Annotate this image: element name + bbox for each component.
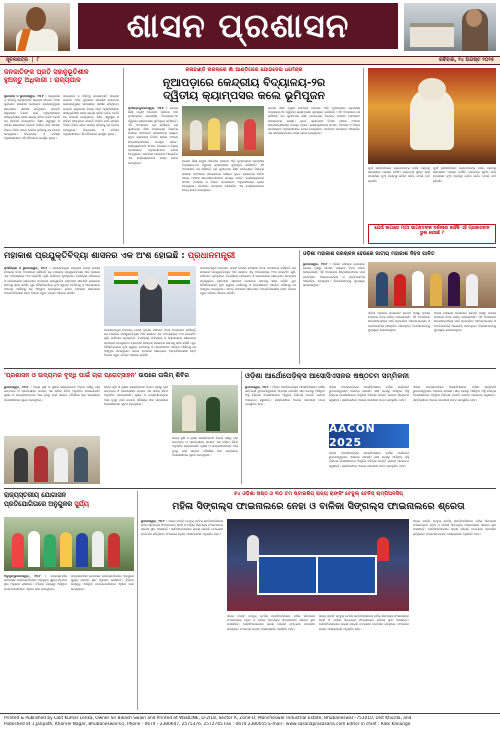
story3-body-col3: ପ୍ରଧାନମନ୍ତ୍ରୀ ନରେନ୍ଦ୍ର ମୋଦୀ ଜାତୀୟ ମହାକାଶ ଦିବସ ଅବସରରେ କହିଛନ୍ତି ଯେ ମହାକାଶ ପ୍ରଯୁକ୍ତିବିଦ୍ୟା ଆଜି ଶାସନର ଏକ ଅବିଚ୍ଛେଦ୍ୟ ଅଂଶ ପାଲଟିଛି। କୃଷି, ପାଣିପାଗ ପୂର୍ବାନୁମାନ, ବିପର୍ଯ୍ୟୟ ପରିଚାଳନା ଓ ଯୋଗାଯୋଗ କ୍ଷେତ୍ରରେ ଉପଗ୍ରହ ପ୍ରଯୁକ୍ତିର ବ୍ୟବହାର ସାଧାରଣ ଲୋକଙ୍କ ଜୀବନକୁ ସହଜ କରିଛି। ଯୁବ ବୈଜ୍ଞାନିକମାନେ ନୂଆ ସ୍ୱପ୍ନ ଦେଖିବାକୁ ଓ ଗବେଷଣାରେ ଆଗେଇ ଆସିବାକୁ ସେ ଆହ୍ୱାନ ଦେଇଥିଲେ। ଭାରତ ମହାକାଶ କ୍ଷେତ୍ରରେ ଆତ୍ମନିର୍ଭରଶୀଳ ହେବା ଦିଗରେ ଦ୍ରୁତ ଗତିରେ ଆଗେଇ ଚାଲିଛି। xyxy=(200,266,296,296)
portrait-photo xyxy=(4,3,70,51)
story6-body-col4: ଓଡ଼ିଶା ଆର୍ଥୋପେଡ଼ିକ୍ସ ଆସୋସିଏସନର ବାର୍ଷିକ ସମ୍ମିଳନୀ ଭୁବନେଶ୍ୱରରେ ଆରମ୍ଭ ହୋଇଛି। ସାରା ଦେଶରୁ ଆସିଥିବା ଅସ୍ଥି ଚିକିତ୍ସା ବିଶେଷଜ୍ଞମାନେ ଆଧୁନିକ ଚିକିତ୍ସା ପଦ୍ଧତି ଉପରେ ଆଲୋଚନା କରୁଛନ୍ତି। ସମ୍ମିଳନୀରେ ଅନେକ ଗବେଷଣା ପତ୍ର ଉପସ୍ଥାପିତ ହେବ। xyxy=(413,385,496,402)
story5-photo xyxy=(4,436,100,484)
story4-headline: ଓଡ଼ିଶା ମହାକାଶ ପରଚାଳନ ହେଉରେ ଜାତୀୟ ମହାକାଶ ଦିବସ ପାଳିତ xyxy=(303,251,435,257)
imprint-line-1: Printed & Published by Lalit Kumar Lenka, Owner Sri Bikash Swain and Printed at WEBLINE, D-2/18, Sector A, Zone-D, Mancheswar Industrial Estate, Bhubaneswar -751010, Dist Khurda, and xyxy=(4,716,412,721)
story4-body-col1: ଭୁବନେଶ୍ୱର, ୨୩।୮ : ଓଡ଼ିଶା ମହାକାଶ ଉପଯୋଗ କେନ୍ଦ୍ର ପକ୍ଷରୁ ଜାତୀୟ ମହାକାଶ ଦିବସ ପାଳିତ ହୋଇଯାଇଛି। ଏହି ଅବସରରେ ଛାତ୍ରଛାତ୍ରୀଙ୍କ ପାଇଁ ପ୍ରଦର୍ଶନୀ, ଆଲୋଚନାଚକ୍ର ଓ ପ୍ରତିଯୋଗିତା ଆୟୋଜିତ ହୋଇଥିଲା। ବିଜେତାମାନଙ୍କୁ ପୁରସ୍କୃତ କରାଯାଇଥିଲା। xyxy=(303,262,365,288)
story8-body-col3: ରାଜ୍ୟ ରାଙ୍କିଂ ଟେବୁଲ୍ ଟେନିସ୍ ଚାମ୍ପିଅନସିପରେ ମହିଳା ସିଙ୍ଗଲ୍ସ ଫାଇନାଲରେ ନେହା ଓ ବାଳିକା ସିଙ୍ଗଲ୍ସ ଫାଇନାଲରେ ଶ୍ରେତା ସ୍ଥାନ ପାଇଛନ୍ତି। ସେମିଫାଇନାଲରେ ଉଭୟ ଖେଳାଳି ଚମତ୍କାର ପ୍ରଦର୍ଶନ କରିଥିଲେ। ଫାଇନାଲ ମ୍ୟାଚ୍ ଆସନ୍ତାକାଲି ଅନୁଷ୍ଠିତ ହେବ। xyxy=(319,614,409,631)
story1-body-col2: ରାଜ୍ୟପାଳ ଡ଼ ହରିବାବୁ କମ୍ଭମ୍ପାଟି ରାଜ୍ୟର ଜନଜାତି ଅଞ୍ଚଳ ଗୁଡ଼ିକରେ ସରକାରୀ ଯୋଜନାର କାର୍ଯ୍ୟାନ୍ୱୟନ ସମ୍ପର୍କରେ ସମୀକ୍ଷା କରିଥିଲେ। ଜନଜାତି ସମୁଦାୟର ବିକାଶ ପାଇଁ ଅଧିକାରୀମାନେ ସହାନୁଭୂତିଶୀଳ ହୋଇ କାର୍ଯ୍ୟ କରିବା ଉଚିତ ବୋଲି ସେ ପରାମର୍ଶ ଦେଇଥିଲେ। ଶିକ୍ଷା, ସ୍ୱାସ୍ଥ୍ୟ ଓ ଜୀବିକା କ୍ଷେତ୍ରରେ ଉନ୍ନତି ଆଣିବା ପାଇଁ ସମସ୍ତ ବିଭାଗ ମିଳିତ ଭାବେ କାର୍ଯ୍ୟ କରିବାକୁ ସେ ନିର୍ଦ୍ଦେଶ ଦେଇଥିଲେ। ଜିଲ୍ଲାପାଳ ଓ ବରିଷ୍ଠ ଅଧିକାରୀମାନେ ଏହି ବୈଠକରେ ଉପସ୍ଥିତ ଥିଲେ। xyxy=(63,94,119,136)
imprint-footer xyxy=(0,713,500,733)
story5-body-col1: ଭୁବନେଶ୍ୱର, ୨୩।୮ : ରାଜ୍ୟ କୃଷି ଓ କୃଷକ ସଶକ୍ତିକରଣ ବିଭାଗ ପକ୍ଷରୁ ଚାରା ଉତ୍ପାଦନ ଓ ପ୍ରୋତ୍ସାହନ ଉପରେ ଏକ ତାଲିମ୍ ଶିବିର ଅନୁଷ୍ଠିତ ହୋଇଯାଇଛି। କୃଷକ ଓ ଉଦ୍ୟମୀମାନଙ୍କ ଆୟ ବୃଦ୍ଧି ପାଇଁ ଉନ୍ନତ ବୈଷୟିକ ଜ୍ଞାନ ସମ୍ପର୍କରେ ବିଶେଷଜ୍ଞମାନେ ସୂଚନା ଦେଇଥିଲେ। xyxy=(4,385,100,402)
story2-body-col2: କେନ୍ଦ୍ର ଶିକ୍ଷା ମନ୍ତ୍ରୀ ଧର୍ମେନ୍ଦ୍ର ପ୍ରଧାନ ଆଜି ନୂଆପଡ଼ାରେ କେନ୍ଦ୍ରୀୟ ବିଦ୍ୟାଳୟ-୨ର ଦ୍ୱିତୀୟ କ୍ୟାମ୍ପସର ଭୂମିପୂଜନ କରିଛନ୍ତି। ଏହି ଅବସରରେ ସେ କହିଛନ୍ତି ଯେ ଗୁଣାତ୍ମକ ଶିକ୍ଷା ପ୍ରତ୍ୟେକ ପିଲାଙ୍କ ପାଖରେ ପହଞ୍ଚାଇବା ସରକାରଙ୍କ ଲକ୍ଷ୍ୟ। ନୂତନ କ୍ୟାମ୍ପସ ନିର୍ମାଣ ହେଲେ ଅଞ୍ଚଳର ଛାତ୍ରଛାତ୍ରୀମାନେ ଉପକୃତ ହେବେ। କାର୍ଯ୍ୟକ୍ରମରେ ସାଂସଦ, ବିଧାୟକ ଓ ଜିଲ୍ଲା ପ୍ରଶାସନର ଅଧିକାରୀମାନେ ଯୋଗ ଦେଇଥିଲେ। ଧର୍ମେନ୍ଦ୍ର ନାରଲାରେ ଆୟୋଜିତ ଏକ କାର୍ଯ୍ୟକ୍ରମରେ ମଧ୍ୟ ଯୋଗ ଦେଇଥିଲେ। xyxy=(182,159,264,193)
sidebar-photo xyxy=(368,68,496,164)
story8-body-col2: ରାଜ୍ୟ ରାଙ୍କିଂ ଟେବୁଲ୍ ଟେନିସ୍ ଚାମ୍ପିଅନସିପରେ ମହିଳା ସିଙ୍ଗଲ୍ସ ଫାଇନାଲରେ ନେହା ଓ ବାଳିକା ସିଙ୍ଗଲ୍ସ ଫାଇନାଲରେ ଶ୍ରେତା ସ୍ଥାନ ପାଇଛନ୍ତି। ସେମିଫାଇନାଲରେ ଉଭୟ ଖେଳାଳି ଚମତ୍କାର ପ୍ରଦର୍ଶନ କରିଥିଲେ। ଫାଇନାଲ ମ୍ୟାଚ୍ ଆସନ୍ତାକାଲି ଅନୁଷ୍ଠିତ ହେବ। xyxy=(227,614,315,631)
masthead xyxy=(0,0,500,54)
story3-body-col2: ପ୍ରଧାନମନ୍ତ୍ରୀ ନରେନ୍ଦ୍ର ମୋଦୀ ଜାତୀୟ ମହାକାଶ ଦିବସ ଅବସରରେ କହିଛନ୍ତି ଯେ ମହାକାଶ ପ୍ରଯୁକ୍ତିବିଦ୍ୟା ଆଜି ଶାସନର ଏକ ଅବିଚ୍ଛେଦ୍ୟ ଅଂଶ ପାଲଟିଛି। କୃଷି, ପାଣିପାଗ ପୂର୍ବାନୁମାନ, ବିପର୍ଯ୍ୟୟ ପରିଚାଳନା ଓ ଯୋଗାଯୋଗ କ୍ଷେତ୍ରରେ ଉପଗ୍ରହ ପ୍ରଯୁକ୍ତିର ବ୍ୟବହାର ସାଧାରଣ ଲୋକଙ୍କ ଜୀବନକୁ ସହଜ କରିଛି। ଯୁବ ବୈଜ୍ଞାନିକମାନେ ନୂଆ ସ୍ୱପ୍ନ ଦେଖିବାକୁ ଓ ଗବେଷଣାରେ ଆଗେଇ ଆସିବାକୁ ସେ ଆହ୍ୱାନ ଦେଇଥିଲେ। ଭାରତ ମହାକାଶ କ୍ଷେତ୍ରରେ ଆତ୍ମନିର୍ଭରଶୀଳ ହେବା ଦିଗରେ ଦ୍ରୁତ ଗତିରେ ଆଗେଇ ଚାଲିଛି। xyxy=(104,328,196,358)
story4-body-col2: ଓଡ଼ିଶା ମହାକାଶ ଉପଯୋଗ କେନ୍ଦ୍ର ପକ୍ଷରୁ ଜାତୀୟ ମହାକାଶ ଦିବସ ପାଳିତ ହୋଇଯାଇଛି। ଏହି ଅବସରରେ ଛାତ୍ରଛାତ୍ରୀଙ୍କ ପାଇଁ ପ୍ରଦର୍ଶନୀ, ଆଲୋଚନାଚକ୍ର ଓ ପ୍ରତିଯୋଗିତା ଆୟୋଜିତ ହୋଇଥିଲା। ବିଜେତାମାନଙ୍କୁ ପୁରସ୍କୃତ କରାଯାଇଥିଲା। xyxy=(368,311,430,332)
story5-body-col3: ରାଜ୍ୟ କୃଷି ଓ କୃଷକ ସଶକ୍ତିକରଣ ବିଭାଗ ପକ୍ଷରୁ ଚାରା ଉତ୍ପାଦନ ଓ ପ୍ରୋତ୍ସାହନ ଉପରେ ଏକ ତାଲିମ୍ ଶିବିର ଅନୁଷ୍ଠିତ ହୋଇଯାଇଛି। କୃଷକ ଓ ଉଦ୍ୟମୀମାନଙ୍କ ଆୟ ବୃଦ୍ଧି ପାଇଁ ଉନ୍ନତ ବୈଷୟିକ ଜ୍ଞାନ ସମ୍ପର୍କରେ ବିଶେଷଜ୍ଞମାନେ ସୂଚନା ଦେଇଥିଲେ। xyxy=(172,436,238,457)
story8-kicker: ୫୪ ଓଡ଼ିଶା ଷଷ୍ଠ ଓ ୩୦ ତମ ଷ୍ଟାରଶିପ୍ ରାଜ୍ୟ ରାଙ୍କିଂ ଟେବୁଲ୍ ଟେନିସ୍ ଚାମ୍ପିଅନସିପ୍ xyxy=(233,491,404,497)
story5-headline: 'ପ୍ରଶାସନ ଓ ଉଦ୍ୟମର ବୃଦ୍ଧି ପାଇଁ ଚାରା ପ୍ରୋତ୍ସାହନ' ଉପରେ ତାଲିମ୍ ଶିବିର xyxy=(4,372,190,379)
story7-photo xyxy=(4,517,134,571)
page-number: ୮ xyxy=(36,57,40,64)
story8-photo xyxy=(227,519,409,611)
story8-body-col1: ଭୁବନେଶ୍ୱର, ୨୩।୮ : ରାଜ୍ୟ ରାଙ୍କିଂ ଟେବୁଲ୍ ଟେନିସ୍ ଚାମ୍ପିଅନସିପରେ ମହିଳା ସିଙ୍ଗଲ୍ସ ଫାଇନାଲରେ ନେହା ଓ ବାଳିକା ସିଙ୍ଗଲ୍ସ ଫାଇନାଲରେ ଶ୍ରେତା ସ୍ଥାନ ପାଇଛନ୍ତି। ସେମିଫାଇନାଲରେ ଉଭୟ ଖେଳାଳି ଚମତ୍କାର ପ୍ରଦର୍ଶନ କରିଥିଲେ। ଫାଇନାଲ ମ୍ୟାଚ୍ ଆସନ୍ତାକାଲି ଅନୁଷ୍ଠିତ ହେବ। xyxy=(141,519,223,536)
story6-banner xyxy=(329,424,409,448)
story3-body-col1: ନୂଆଦିଲ୍ଲୀ ଓ ଭୁବନେଶ୍ୱର, ୨୩।୮ : ପ୍ରଧାନମନ୍ତ୍ରୀ ନରେନ୍ଦ୍ର ମୋଦୀ ଜାତୀୟ ମହାକାଶ ଦିବସ ଅବସରରେ କହିଛନ୍ତି ଯେ ମହାକାଶ ପ୍ରଯୁକ୍ତିବିଦ୍ୟା ଆଜି ଶାସନର ଏକ ଅବିଚ୍ଛେଦ୍ୟ ଅଂଶ ପାଲଟିଛି। କୃଷି, ପାଣିପାଗ ପୂର୍ବାନୁମାନ, ବିପର୍ଯ୍ୟୟ ପରିଚାଳନା ଓ ଯୋଗାଯୋଗ କ୍ଷେତ୍ରରେ ଉପଗ୍ରହ ପ୍ରଯୁକ୍ତିର ବ୍ୟବହାର ସାଧାରଣ ଲୋକଙ୍କ ଜୀବନକୁ ସହଜ କରିଛି। ଯୁବ ବୈଜ୍ଞାନିକମାନେ ନୂଆ ସ୍ୱପ୍ନ ଦେଖିବାକୁ ଓ ଗବେଷଣାରେ ଆଗେଇ ଆସିବାକୁ ସେ ଆହ୍ୱାନ ଦେଇଥିଲେ। ଭାରତ ମହାକାଶ କ୍ଷେତ୍ରରେ ଆତ୍ମନିର୍ଭରଶୀଳ ହେବା ଦିଗରେ ଦ୍ରୁତ ଗତିରେ ଆଗେଇ ଚାଲିଛି। xyxy=(4,266,100,296)
page-label: ସୂଚନାପତ୍ର | ୮ xyxy=(6,57,40,64)
story7-body-col1: ଅନୁଗୁଳ/ଭୁବନେଶ୍ୱର, ୨୩।୮ : ରାଜ୍ୟସ୍ତରୀୟ ଯୋଗାସନ ପ୍ରତିଯୋଗିତାରେ ଅନୁଗୁଳର ସୁର୍ଯ୍ୟ ପ୍ରଥମ ସ୍ଥାନ ଅଧିକାର କରିଛନ୍ତି। ବିଭିନ୍ନ ଜିଲ୍ଲାରୁ ଆସିଥିବା ପ୍ରତିଯୋଗୀମାନେ ଏଥିରେ ଭାଗ ନେଇଥିଲେ। xyxy=(4,574,67,591)
story2-headline: ନୂଆପଡ଼ାରେ କେନ୍ଦ୍ରୀୟ ବିଦ୍ୟାଳୟ-୨ର ଦ୍ୱିତୀୟ କ୍ୟାମ୍ପସର କଲେ ଭୂମିପୂଜନ xyxy=(162,76,326,102)
date-bar xyxy=(0,56,500,65)
sidebar-body-col1: ପୁରୀ ଶ୍ରୀମନ୍ଦିରରେ ଭକ୍ତମାନଙ୍କ ଦର୍ଶନ ବ୍ୟବସ୍ଥା ସମ୍ପର୍କରେ ପ୍ରଶ୍ନ ଉଠିଛି। ଭକ୍ତଙ୍କ ସୁବିଧା ପାଇଁ ପ୍ରଶାସନ ନୂଆ ବ୍ୟବସ୍ଥା କରିବା ଉଚିତ ବୋଲି ଦାବି ହେଉଛି। xyxy=(368,166,430,183)
story5-photo-2 xyxy=(172,385,238,433)
story6-headline: ଓଡ଼ିଶା ଆର୍ଥୋପେଡ଼ିକ୍ସ ଆସୋସିଏସନର ଷଷ୍ଠତମ ସମ୍ମିଳନୀ xyxy=(245,371,409,380)
story7-body-col2: ରାଜ୍ୟସ୍ତରୀୟ ଯୋଗାସନ ପ୍ରତିଯୋଗିତାରେ ଅନୁଗୁଳର ସୁର୍ଯ୍ୟ ପ୍ରଥମ ସ୍ଥାନ ଅଧିକାର କରିଛନ୍ତି। ବିଭିନ୍ନ ଜିଲ୍ଲାରୁ ଆସିଥିବା ପ୍ରତିଯୋଗୀମାନେ ଏଥିରେ ଭାଗ ନେଇଥିଲେ। xyxy=(71,574,134,591)
story2-kicker: କଳାହାଣ୍ଡି ନାରଲାରେ ଖାଁ ଆଣ୍ଡିଗରେ ଯୋଗଦେଇ ଧର୍ମେନ୍ଦ୍ର xyxy=(185,67,303,73)
story2-body-col3: କେନ୍ଦ୍ର ଶିକ୍ଷା ମନ୍ତ୍ରୀ ଧର୍ମେନ୍ଦ୍ର ପ୍ରଧାନ ଆଜି ନୂଆପଡ଼ାରେ କେନ୍ଦ୍ରୀୟ ବିଦ୍ୟାଳୟ-୨ର ଦ୍ୱିତୀୟ କ୍ୟାମ୍ପସର ଭୂମିପୂଜନ କରିଛନ୍ତି। ଏହି ଅବସରରେ ସେ କହିଛନ୍ତି ଯେ ଗୁଣାତ୍ମକ ଶିକ୍ଷା ପ୍ରତ୍ୟେକ ପିଲାଙ୍କ ପାଖରେ ପହଞ୍ଚାଇବା ସରକାରଙ୍କ ଲକ୍ଷ୍ୟ। ନୂତନ କ୍ୟାମ୍ପସ ନିର୍ମାଣ ହେଲେ ଅଞ୍ଚଳର ଛାତ୍ରଛାତ୍ରୀମାନେ ଉପକୃତ ହେବେ। କାର୍ଯ୍ୟକ୍ରମରେ ସାଂସଦ, ବିଧାୟକ ଓ ଜିଲ୍ଲା ପ୍ରଶାସନର ଅଧିକାରୀମାନେ ଯୋଗ ଦେଇଥିଲେ। ଧର୍ମେନ୍ଦ୍ର ନାରଲାରେ ଆୟୋଜିତ ଏକ କାର୍ଯ୍ୟକ୍ରମରେ ମଧ୍ୟ ଯୋଗ ଦେଇଥିଲେ। xyxy=(268,106,360,136)
story1-headline: ଜନଜାତିଙ୍କ ପ୍ରତି ସହାନୁଭୂତିଶୀଳ ହୁଅନ୍ତୁ ଅଧିକାରୀ : ରାଜ୍ୟପାଳ xyxy=(4,68,89,84)
masthead-right-photo xyxy=(404,3,496,51)
story6-body-col2: ଓଡ଼ିଶା ଆର୍ଥୋପେଡ଼ିକ୍ସ ଆସୋସିଏସନର ବାର୍ଷିକ ସମ୍ମିଳନୀ ଭୁବନେଶ୍ୱରରେ ଆରମ୍ଭ ହୋଇଛି। ସାରା ଦେଶରୁ ଆସିଥିବା ଅସ୍ଥି ଚିକିତ୍ସା ବିଶେଷଜ୍ଞମାନେ ଆଧୁନିକ ଚିକିତ୍ସା ପଦ୍ଧତି ଉପରେ ଆଲୋଚନା କରୁଛନ୍ତି। ସମ୍ମିଳନୀରେ ଅନେକ ଗବେଷଣା ପତ୍ର ଉପସ୍ଥାପିତ ହେବ। xyxy=(329,385,409,402)
story5-body-col2: ରାଜ୍ୟ କୃଷି ଓ କୃଷକ ସଶକ୍ତିକରଣ ବିଭାଗ ପକ୍ଷରୁ ଚାରା ଉତ୍ପାଦନ ଓ ପ୍ରୋତ୍ସାହନ ଉପରେ ଏକ ତାଲିମ୍ ଶିବିର ଅନୁଷ୍ଠିତ ହୋଇଯାଇଛି। କୃଷକ ଓ ଉଦ୍ୟମୀମାନଙ୍କ ଆୟ ବୃଦ୍ଧି ପାଇଁ ଉନ୍ନତ ବୈଷୟିକ ଜ୍ଞାନ ସମ୍ପର୍କରେ ବିଶେଷଜ୍ଞମାନେ ସୂଚନା ଦେଇଥିଲେ। xyxy=(104,385,168,406)
story8-headline: ମହିଳା ସିଙ୍ଗଲ୍ସ ଫାଇନାଲରେ ନେହା ଓ ବାଳିକା ସିଙ୍ଗଲ୍ସ ଫାଇନାଲରେ ଶ୍ରେତା xyxy=(172,501,465,512)
story6-banner-text: AACON 2025 xyxy=(329,424,376,448)
story1-body-col1: ସୁନ୍ଦରଗଡ଼ ଓ ଭୁବନେଶ୍ୱର, ୨୩।୮ : ରାଜ୍ୟପାଳ ଡ଼ ହରିବାବୁ କମ୍ଭମ୍ପାଟି ରାଜ୍ୟର ଜନଜାତି ଅଞ୍ଚଳ ଗୁଡ଼ିକରେ ସରକାରୀ ଯୋଜନାର କାର୍ଯ୍ୟାନ୍ୱୟନ ସମ୍ପର୍କରେ ସମୀକ୍ଷା କରିଥିଲେ। ଜନଜାତି ସମୁଦାୟର ବିକାଶ ପାଇଁ ଅଧିକାରୀମାନେ ସହାନୁଭୂତିଶୀଳ ହୋଇ କାର୍ଯ୍ୟ କରିବା ଉଚିତ ବୋଲି ସେ ପରାମର୍ଶ ଦେଇଥିଲେ। ଶିକ୍ଷା, ସ୍ୱାସ୍ଥ୍ୟ ଓ ଜୀବିକା କ୍ଷେତ୍ରରେ ଉନ୍ନତି ଆଣିବା ପାଇଁ ସମସ୍ତ ବିଭାଗ ମିଳିତ ଭାବେ କାର୍ଯ୍ୟ କରିବାକୁ ସେ ନିର୍ଦ୍ଦେଶ ଦେଇଥିଲେ। ଜିଲ୍ଲାପାଳ ଓ ବରିଷ୍ଠ ଅଧିକାରୀମାନେ ଏହି ବୈଠକରେ ଉପସ୍ଥିତ ଥିଲେ। xyxy=(4,94,60,141)
story4-body-col3: ଓଡ଼ିଶା ମହାକାଶ ଉପଯୋଗ କେନ୍ଦ୍ର ପକ୍ଷରୁ ଜାତୀୟ ମହାକାଶ ଦିବସ ପାଳିତ ହୋଇଯାଇଛି। ଏହି ଅବସରରେ ଛାତ୍ରଛାତ୍ରୀଙ୍କ ପାଇଁ ପ୍ରଦର୍ଶନୀ, ଆଲୋଚନାଚକ୍ର ଓ ପ୍ରତିଯୋଗିତା ଆୟୋଜିତ ହୋଇଥିଲା। ବିଜେତାମାନଙ୍କୁ ପୁରସ୍କୃତ କରାଯାଇଥିଲା। xyxy=(434,311,496,332)
newspaper-title: ଶାସନ ପ୍ରଶାସନ xyxy=(126,5,350,45)
story3-headline: ମହାକାଶ ପ୍ରଯୁକ୍ତିବିଦ୍ୟା ଶାସନର ଏକ ଅଂଶ ହୋଇଛି : ପ୍ରଧାନମନ୍ତ୍ରୀ xyxy=(4,251,236,261)
newspaper-title-band xyxy=(78,3,398,49)
sidebar-body-col2: ପୁରୀ ଶ୍ରୀମନ୍ଦିରରେ ଭକ୍ତମାନଙ୍କ ଦର୍ଶନ ବ୍ୟବସ୍ଥା ସମ୍ପର୍କରେ ପ୍ରଶ୍ନ ଉଠିଛି। ଭକ୍ତଙ୍କ ସୁବିଧା ପାଇଁ ପ୍ରଶାସନ ନୂଆ ବ୍ୟବସ୍ଥା କରିବା ଉଚିତ ବୋଲି ଦାବି ହେଉଛି। xyxy=(433,166,496,183)
story2-body-col1: ନୂଆପଡ଼ା/ଭୁବନେଶ୍ୱର, ୨୩।୮ : କେନ୍ଦ୍ର ଶିକ୍ଷା ମନ୍ତ୍ରୀ ଧର୍ମେନ୍ଦ୍ର ପ୍ରଧାନ ଆଜି ନୂଆପଡ଼ାରେ କେନ୍ଦ୍ରୀୟ ବିଦ୍ୟାଳୟ-୨ର ଦ୍ୱିତୀୟ କ୍ୟାମ୍ପସର ଭୂମିପୂଜନ କରିଛନ୍ତି। ଏହି ଅବସରରେ ସେ କହିଛନ୍ତି ଯେ ଗୁଣାତ୍ମକ ଶିକ୍ଷା ପ୍ରତ୍ୟେକ ପିଲାଙ୍କ ପାଖରେ ପହଞ୍ଚାଇବା ସରକାରଙ୍କ ଲକ୍ଷ୍ୟ। ନୂତନ କ୍ୟାମ୍ପସ ନିର୍ମାଣ ହେଲେ ଅଞ୍ଚଳର ଛାତ୍ରଛାତ୍ରୀମାନେ ଉପକୃତ ହେବେ। କାର୍ଯ୍ୟକ୍ରମରେ ସାଂସଦ, ବିଧାୟକ ଓ ଜିଲ୍ଲା ପ୍ରଶାସନର ଅଧିକାରୀମାନେ ଯୋଗ ଦେଇଥିଲେ। ଧର୍ମେନ୍ଦ୍ର ନାରଲାରେ ଆୟୋଜିତ ଏକ କାର୍ଯ୍ୟକ୍ରମରେ ମଧ୍ୟ ଯୋଗ ଦେଇଥିଲେ। xyxy=(128,106,178,165)
imprint-line-2: Published at 1,Janpath, Kharvel Nagar, Bhubaneswar-01, Phone : 0674 - 2380647, 2575376, 2572745 Fax : 0674 2380055 E-mail : www.sasanaprasasana.com Editor in chief : Rabi Kanungo xyxy=(4,721,411,727)
story6-body-col3: ଓଡ଼ିଶା ଆର୍ଥୋପେଡ଼ିକ୍ସ ଆସୋସିଏସନର ବାର୍ଷିକ ସମ୍ମିଳନୀ ଭୁବନେଶ୍ୱରରେ ଆରମ୍ଭ ହୋଇଛି। ସାରା ଦେଶରୁ ଆସିଥିବା ଅସ୍ଥି ଚିକିତ୍ସା ବିଶେଷଜ୍ଞମାନେ ଆଧୁନିକ ଚିକିତ୍ସା ପଦ୍ଧତି ଉପରେ ଆଲୋଚନା କରୁଛନ୍ତି। ସମ୍ମିଳନୀରେ ଅନେକ ଗବେଷଣା ପତ୍ର ଉପସ୍ଥାପିତ ହେବ। xyxy=(329,451,409,468)
story4-photo xyxy=(368,262,496,308)
issue-date: ରବିବାର, ୨୪ ଅଗଷ୍ଟ ୨୦୨୫ xyxy=(438,57,494,64)
sidebar-caption: ଯେଉଁ ଜାଗାରେ ମାଆ ଭାଗବତଙ୍କ ଦର୍ଶନରେ କାହିଁକି ଏହି ପ୍ରକାରବାନ ଭୁଲ ହେଉଛି ? xyxy=(368,224,496,244)
story3-photo xyxy=(104,266,196,326)
story7-headline: ରାଜ୍ୟସ୍ତରୀୟ ଯୋଗାସନ ପ୍ରତିଯୋଗିତାରେ ଅନୁଗୁଳର ସୁର୍ଯ୍ୟ xyxy=(4,491,89,508)
story8-body-col4: ରାଜ୍ୟ ରାଙ୍କିଂ ଟେବୁଲ୍ ଟେନିସ୍ ଚାମ୍ପିଅନସିପରେ ମହିଳା ସିଙ୍ଗଲ୍ସ ଫାଇନାଲରେ ନେହା ଓ ବାଳିକା ସିଙ୍ଗଲ୍ସ ଫାଇନାଲରେ ଶ୍ରେତା ସ୍ଥାନ ପାଇଛନ୍ତି। ସେମିଫାଇନାଲରେ ଉଭୟ ଖେଳାଳି ଚମତ୍କାର ପ୍ରଦର୍ଶନ କରିଥିଲେ। ଫାଇନାଲ ମ୍ୟାଚ୍ ଆସନ୍ତାକାଲି ଅନୁଷ୍ଠିତ ହେବ। xyxy=(413,519,496,536)
story6-body-col1: ଭୁବନେଶ୍ୱର, ୨୩।୮ : ଓଡ଼ିଶା ଆର୍ଥୋପେଡ଼ିକ୍ସ ଆସୋସିଏସନର ବାର୍ଷିକ ସମ୍ମିଳନୀ ଭୁବନେଶ୍ୱରରେ ଆରମ୍ଭ ହୋଇଛି। ସାରା ଦେଶରୁ ଆସିଥିବା ଅସ୍ଥି ଚିକିତ୍ସା ବିଶେଷଜ୍ଞମାନେ ଆଧୁନିକ ଚିକିତ୍ସା ପଦ୍ଧତି ଉପରେ ଆଲୋଚନା କରୁଛନ୍ତି। ସମ୍ମିଳନୀରେ ଅନେକ ଗବେଷଣା ପତ୍ର ଉପସ୍ଥାପିତ ହେବ। xyxy=(245,385,325,406)
story2-photo xyxy=(182,106,264,156)
